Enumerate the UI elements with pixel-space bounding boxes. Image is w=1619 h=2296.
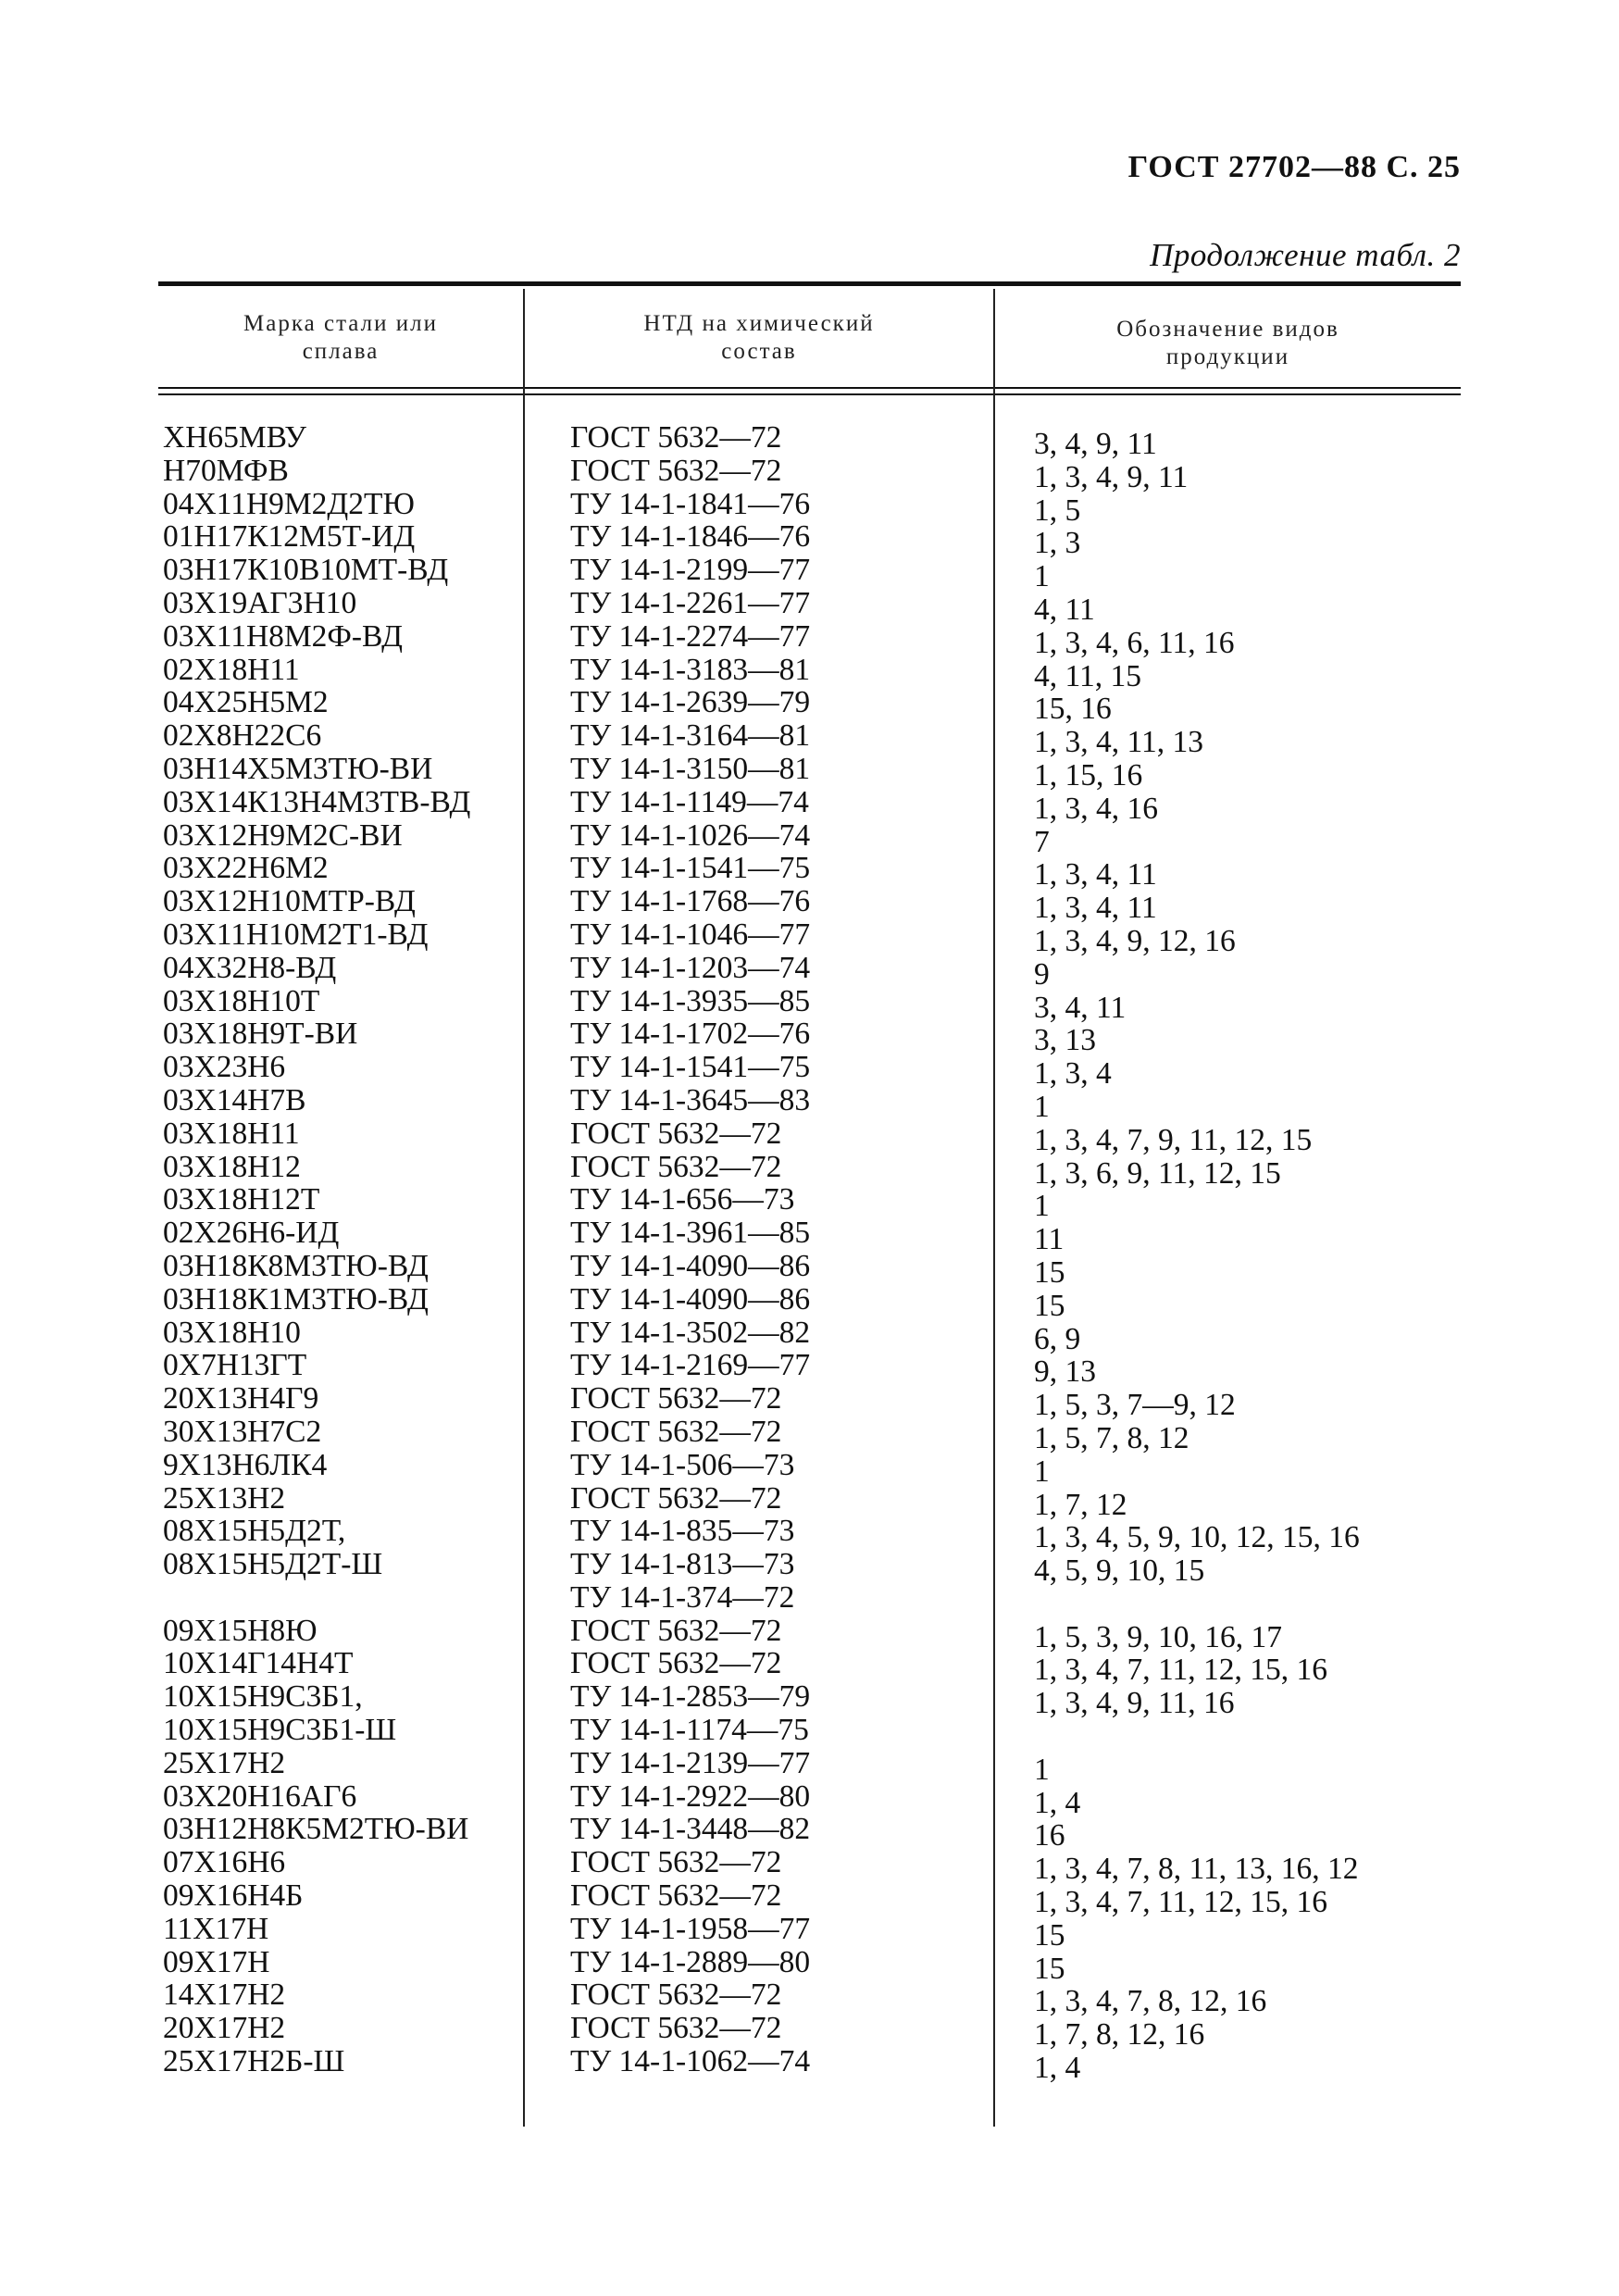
grade-cell: 03Х19АГ3Н10 (163, 585, 357, 620)
grade-cell: 20Х17Н2 (163, 2011, 286, 2046)
grade-cell: 08Х15Н5Д2Т-Ш (163, 1547, 383, 1582)
products-cell: 1, 5, 3, 9, 10, 16, 17 (1034, 1619, 1282, 1654)
ntd-cell: ТУ 14-1-1958—77 (570, 1911, 811, 1946)
ntd-cell: ТУ 14-1-1062—74 (570, 2044, 811, 2079)
products-cell: 4, 11 (1034, 592, 1095, 627)
grade-cell: 03Х12Н9М2С-ВИ (163, 817, 403, 853)
products-cell: 1, 3, 4, 7, 11, 12, 15, 16 (1034, 1885, 1328, 1920)
products-cell: 1 (1034, 1752, 1050, 1787)
ntd-cell: ГОСТ 5632—72 (570, 2011, 782, 2046)
products-cell: 1, 3, 4, 7, 8, 12, 16 (1034, 1984, 1267, 2019)
products-cell: 15 (1034, 1917, 1065, 1953)
grade-cell: 07Х16Н6 (163, 1845, 286, 1880)
products-cell: 1, 15, 16 (1034, 757, 1143, 792)
column-header-grade (158, 310, 523, 366)
products-cell: 4, 5, 9, 10, 15 (1034, 1554, 1205, 1589)
products-cell: 6, 9 (1034, 1321, 1081, 1356)
grade-cell: 11Х17Н (163, 1911, 269, 1946)
products-cell: 1, 3, 4, 6, 11, 16 (1034, 625, 1235, 660)
grade-cell: 02Х8Н22С6 (163, 718, 322, 754)
table-top-rule (158, 281, 1461, 286)
products-cell: 3, 4, 11 (1034, 990, 1127, 1025)
grade-cell: 25Х17Н2 (163, 1745, 286, 1780)
grade-cell: 03Н14Х5М3ТЮ-ВИ (163, 751, 433, 786)
grade-cell: 01Н17К12М5Т-ИД (163, 519, 416, 555)
grade-cell: 03Н18К8М3ТЮ-ВД (163, 1248, 429, 1283)
ntd-cell: ТУ 14-1-3645—83 (570, 1082, 811, 1117)
products-cell (1034, 1588, 1360, 1621)
products-cell: 1, 3, 6, 9, 11, 12, 15 (1034, 1155, 1281, 1191)
ntd-cell: ТУ 14-1-3502—82 (570, 1315, 811, 1350)
products-cell: 9 (1034, 956, 1050, 992)
products-cell: 1, 5, 7, 8, 12 (1034, 1420, 1189, 1455)
ntd-cell: ТУ 14-1-4090—86 (570, 1248, 811, 1283)
ntd-cell: ТУ 14-1-1149—74 (570, 784, 809, 819)
ntd-cell: ТУ 14-1-2169—77 (570, 1348, 811, 1383)
grade-cell: 03Х20Н16АГ6 (163, 1778, 357, 1814)
grade-cell: 03Х18Н12Т (163, 1182, 320, 1217)
grade-cell: 03Х11Н10М2Т1-ВД (163, 917, 429, 952)
products-cell: 4, 11, 15 (1034, 658, 1142, 693)
ntd-cell: ГОСТ 5632—72 (570, 1381, 782, 1416)
column-divider (993, 289, 995, 2127)
grade-cell: 03Х18Н10Т (163, 983, 320, 1018)
ntd-cell: ГОСТ 5632—72 (570, 1414, 782, 1449)
grade-cell: 03Х14К13Н4М3ТВ-ВД (163, 784, 471, 819)
column-header-ntd-line: состав (721, 339, 797, 364)
header-bottom-rule-double (158, 393, 1461, 395)
products-cell: 1, 3 (1034, 526, 1081, 561)
grade-cell: 03Х23Н6 (163, 1050, 286, 1085)
products-cell: 16 (1034, 1818, 1065, 1853)
table-continuation-caption: Продолжение табл. 2 (1150, 237, 1461, 273)
grade-cell: 03Х22Н6М2 (163, 851, 329, 886)
ntd-cell: ТУ 14-1-1026—74 (570, 817, 811, 853)
grade-cell: 10Х15Н9С3Б1-Ш (163, 1713, 397, 1748)
ntd-cell: ГОСТ 5632—72 (570, 1845, 782, 1880)
ntd-cell: ТУ 14-1-1702—76 (570, 1017, 811, 1052)
ntd-cell: ТУ 14-1-3935—85 (570, 983, 811, 1018)
products-cell: 7 (1034, 824, 1050, 859)
column-header-ntd-line: НТД на химический (643, 311, 875, 336)
ntd-cell: ТУ 14-1-1203—74 (570, 950, 811, 985)
ntd-cell: ТУ 14-1-1841—76 (570, 486, 811, 521)
column-header-products-line: Обозначение видов (1116, 317, 1339, 342)
grade-cell: Н70МФВ (163, 453, 289, 488)
products-cell: 1 (1034, 1454, 1050, 1489)
ntd-cell: ТУ 14-1-1541—75 (570, 851, 811, 886)
products-cell: 1, 7, 8, 12, 16 (1034, 2017, 1205, 2053)
grade-cell: ХН65МВУ (163, 420, 307, 455)
ntd-cell: ТУ 14-1-3164—81 (570, 718, 811, 754)
grade-cell: 25Х17Н2Б-Ш (163, 2044, 345, 2079)
grade-cell: 25Х13Н2 (163, 1480, 286, 1516)
products-cell: 1 (1034, 559, 1050, 594)
ntd-cell: ТУ 14-1-4090—86 (570, 1281, 811, 1316)
ntd-column (570, 421, 810, 2078)
ntd-cell: ГОСТ 5632—72 (570, 1878, 782, 1914)
products-cell: 15 (1034, 1254, 1065, 1290)
products-cell: 1, 3, 4, 9, 11 (1034, 459, 1189, 494)
grade-column (163, 421, 470, 2078)
ntd-cell: ГОСТ 5632—72 (570, 1646, 782, 1681)
products-cell: 1, 7, 12 (1034, 1487, 1127, 1522)
products-cell: 15 (1034, 1288, 1065, 1323)
products-cell: 1, 3, 4, 11 (1034, 857, 1157, 892)
ntd-cell: ТУ 14-1-656—73 (570, 1182, 795, 1217)
grade-cell (163, 1581, 470, 1615)
ntd-cell: ТУ 14-1-3961—85 (570, 1216, 811, 1251)
column-header-products (995, 316, 1461, 371)
column-header-grade-line: Марка стали или (243, 311, 438, 336)
ntd-cell: ТУ 14-1-374—72 (570, 1579, 795, 1615)
column-divider (523, 289, 525, 2127)
grade-cell: 03Х18Н9Т-ВИ (163, 1017, 358, 1052)
products-cell: 1, 5 (1034, 493, 1081, 528)
products-cell: 1, 3, 4, 7, 11, 12, 15, 16 (1034, 1653, 1328, 1688)
products-cell: 1, 3, 4, 9, 12, 16 (1034, 923, 1236, 958)
products-cell: 15 (1034, 1951, 1065, 1986)
ntd-cell: ТУ 14-1-1541—75 (570, 1050, 811, 1085)
header-bottom-rule (158, 387, 1461, 389)
ntd-cell: ГОСТ 5632—72 (570, 1149, 782, 1184)
grade-cell: 03Н12Н8К5М2ТЮ-ВИ (163, 1812, 469, 1847)
products-cell: 1, 3, 4 (1034, 1056, 1112, 1092)
ntd-cell: ТУ 14-1-2853—79 (570, 1679, 811, 1715)
ntd-cell: ГОСТ 5632—72 (570, 453, 782, 488)
page-header: ГОСТ 27702—88 С. 25 (1127, 150, 1461, 184)
products-cell: 9, 13 (1034, 1354, 1096, 1390)
ntd-cell: ТУ 14-1-1846—76 (570, 519, 811, 555)
grade-cell: 08Х15Н5Д2Т, (163, 1514, 346, 1549)
ntd-cell: ГОСТ 5632—72 (570, 1480, 782, 1516)
grade-cell: 0Х7Н13ГТ (163, 1348, 307, 1383)
products-cell: 1, 3, 4, 11, 13 (1034, 725, 1204, 760)
column-header-ntd (525, 310, 993, 366)
ntd-cell: ГОСТ 5632—72 (570, 1116, 782, 1151)
grade-cell: 04Х25Н5М2 (163, 685, 329, 720)
ntd-cell: ТУ 14-1-813—73 (570, 1547, 795, 1582)
products-cell: 1, 4 (1034, 2051, 1081, 2086)
column-header-products-line: продукции (1165, 344, 1290, 369)
grade-cell: 03Х11Н8М2Ф-ВД (163, 618, 403, 654)
products-cell: 3, 13 (1034, 1023, 1096, 1058)
grade-cell: 30Х13Н7С2 (163, 1414, 322, 1449)
grade-cell: 10Х15Н9С3Б1, (163, 1679, 363, 1715)
grade-cell: 20Х13Н4Г9 (163, 1381, 319, 1416)
grade-cell: 03Х18Н11 (163, 1116, 300, 1151)
grade-cell: 03Х18Н10 (163, 1315, 301, 1350)
products-cell: 1, 3, 4, 16 (1034, 791, 1158, 826)
ntd-cell: ТУ 14-1-1768—76 (570, 884, 811, 919)
grade-cell: 03Н18К1М3ТЮ-ВД (163, 1281, 429, 1316)
grade-cell: 02Х18Н11 (163, 652, 300, 687)
products-cell: 11 (1034, 1222, 1065, 1257)
products-cell (1034, 1720, 1360, 1753)
ntd-cell: ТУ 14-1-3448—82 (570, 1812, 811, 1847)
ntd-cell: ТУ 14-1-2639—79 (570, 685, 811, 720)
ntd-cell: ТУ 14-1-3183—81 (570, 652, 811, 687)
grade-cell: 09Х17Н (163, 1944, 270, 1979)
grade-cell: 09Х16Н4Б (163, 1878, 304, 1914)
ntd-cell: ТУ 14-1-2139—77 (570, 1745, 811, 1780)
ntd-cell: ТУ 14-1-835—73 (570, 1514, 795, 1549)
products-cell: 1, 3, 4, 11 (1034, 891, 1157, 926)
grade-cell: 10Х14Г14Н4Т (163, 1646, 354, 1681)
ntd-cell: ТУ 14-1-2199—77 (570, 553, 811, 588)
grade-cell: 02Х26Н6-ИД (163, 1216, 340, 1251)
products-cell: 15, 16 (1034, 692, 1112, 727)
grade-cell: 04Х32Н8-ВД (163, 950, 337, 985)
products-cell: 1, 5, 3, 7—9, 12 (1034, 1388, 1236, 1423)
products-cell: 1, 3, 4, 9, 11, 16 (1034, 1686, 1235, 1721)
grade-cell: 14Х17Н2 (163, 1978, 286, 2013)
products-cell: 1, 3, 4, 5, 9, 10, 12, 15, 16 (1034, 1520, 1360, 1555)
products-cell: 1, 3, 4, 7, 9, 11, 12, 15 (1034, 1122, 1313, 1157)
ntd-cell: ТУ 14-1-2889—80 (570, 1944, 811, 1979)
ntd-cell: ТУ 14-1-1174—75 (570, 1713, 809, 1748)
grade-cell: 09Х15Н8Ю (163, 1613, 318, 1648)
ntd-cell: ТУ 14-1-2261—77 (570, 585, 811, 620)
products-cell: 3, 4, 9, 11 (1034, 427, 1157, 461)
grade-cell: 03Х12Н10МТР-ВД (163, 884, 416, 919)
products-cell: 1 (1034, 1189, 1050, 1224)
ntd-cell: ТУ 14-1-506—73 (570, 1447, 795, 1482)
grade-cell: 03Х18Н12 (163, 1149, 301, 1184)
ntd-cell: ГОСТ 5632—72 (570, 1978, 782, 2013)
ntd-cell: ТУ 14-1-1046—77 (570, 917, 811, 952)
products-column (1034, 428, 1360, 2085)
ntd-cell: ТУ 14-1-2274—77 (570, 618, 811, 654)
products-cell: 1 (1034, 1089, 1050, 1124)
grade-cell: 03Н17К10В10МТ-ВД (163, 553, 449, 588)
grade-cell: 03Х14Н7В (163, 1082, 306, 1117)
products-cell: 1, 3, 4, 7, 8, 11, 13, 16, 12 (1034, 1852, 1359, 1887)
ntd-cell: ТУ 14-1-2922—80 (570, 1778, 811, 1814)
ntd-cell: ТУ 14-1-3150—81 (570, 751, 811, 786)
ntd-cell: ГОСТ 5632—72 (570, 420, 782, 455)
column-header-grade-line: сплава (302, 339, 380, 364)
grade-cell: 9Х13Н6ЛК4 (163, 1447, 328, 1482)
ntd-cell: ГОСТ 5632—72 (570, 1613, 782, 1648)
products-cell: 1, 4 (1034, 1785, 1081, 1820)
grade-cell: 04Х11Н9М2Д2ТЮ (163, 486, 415, 521)
